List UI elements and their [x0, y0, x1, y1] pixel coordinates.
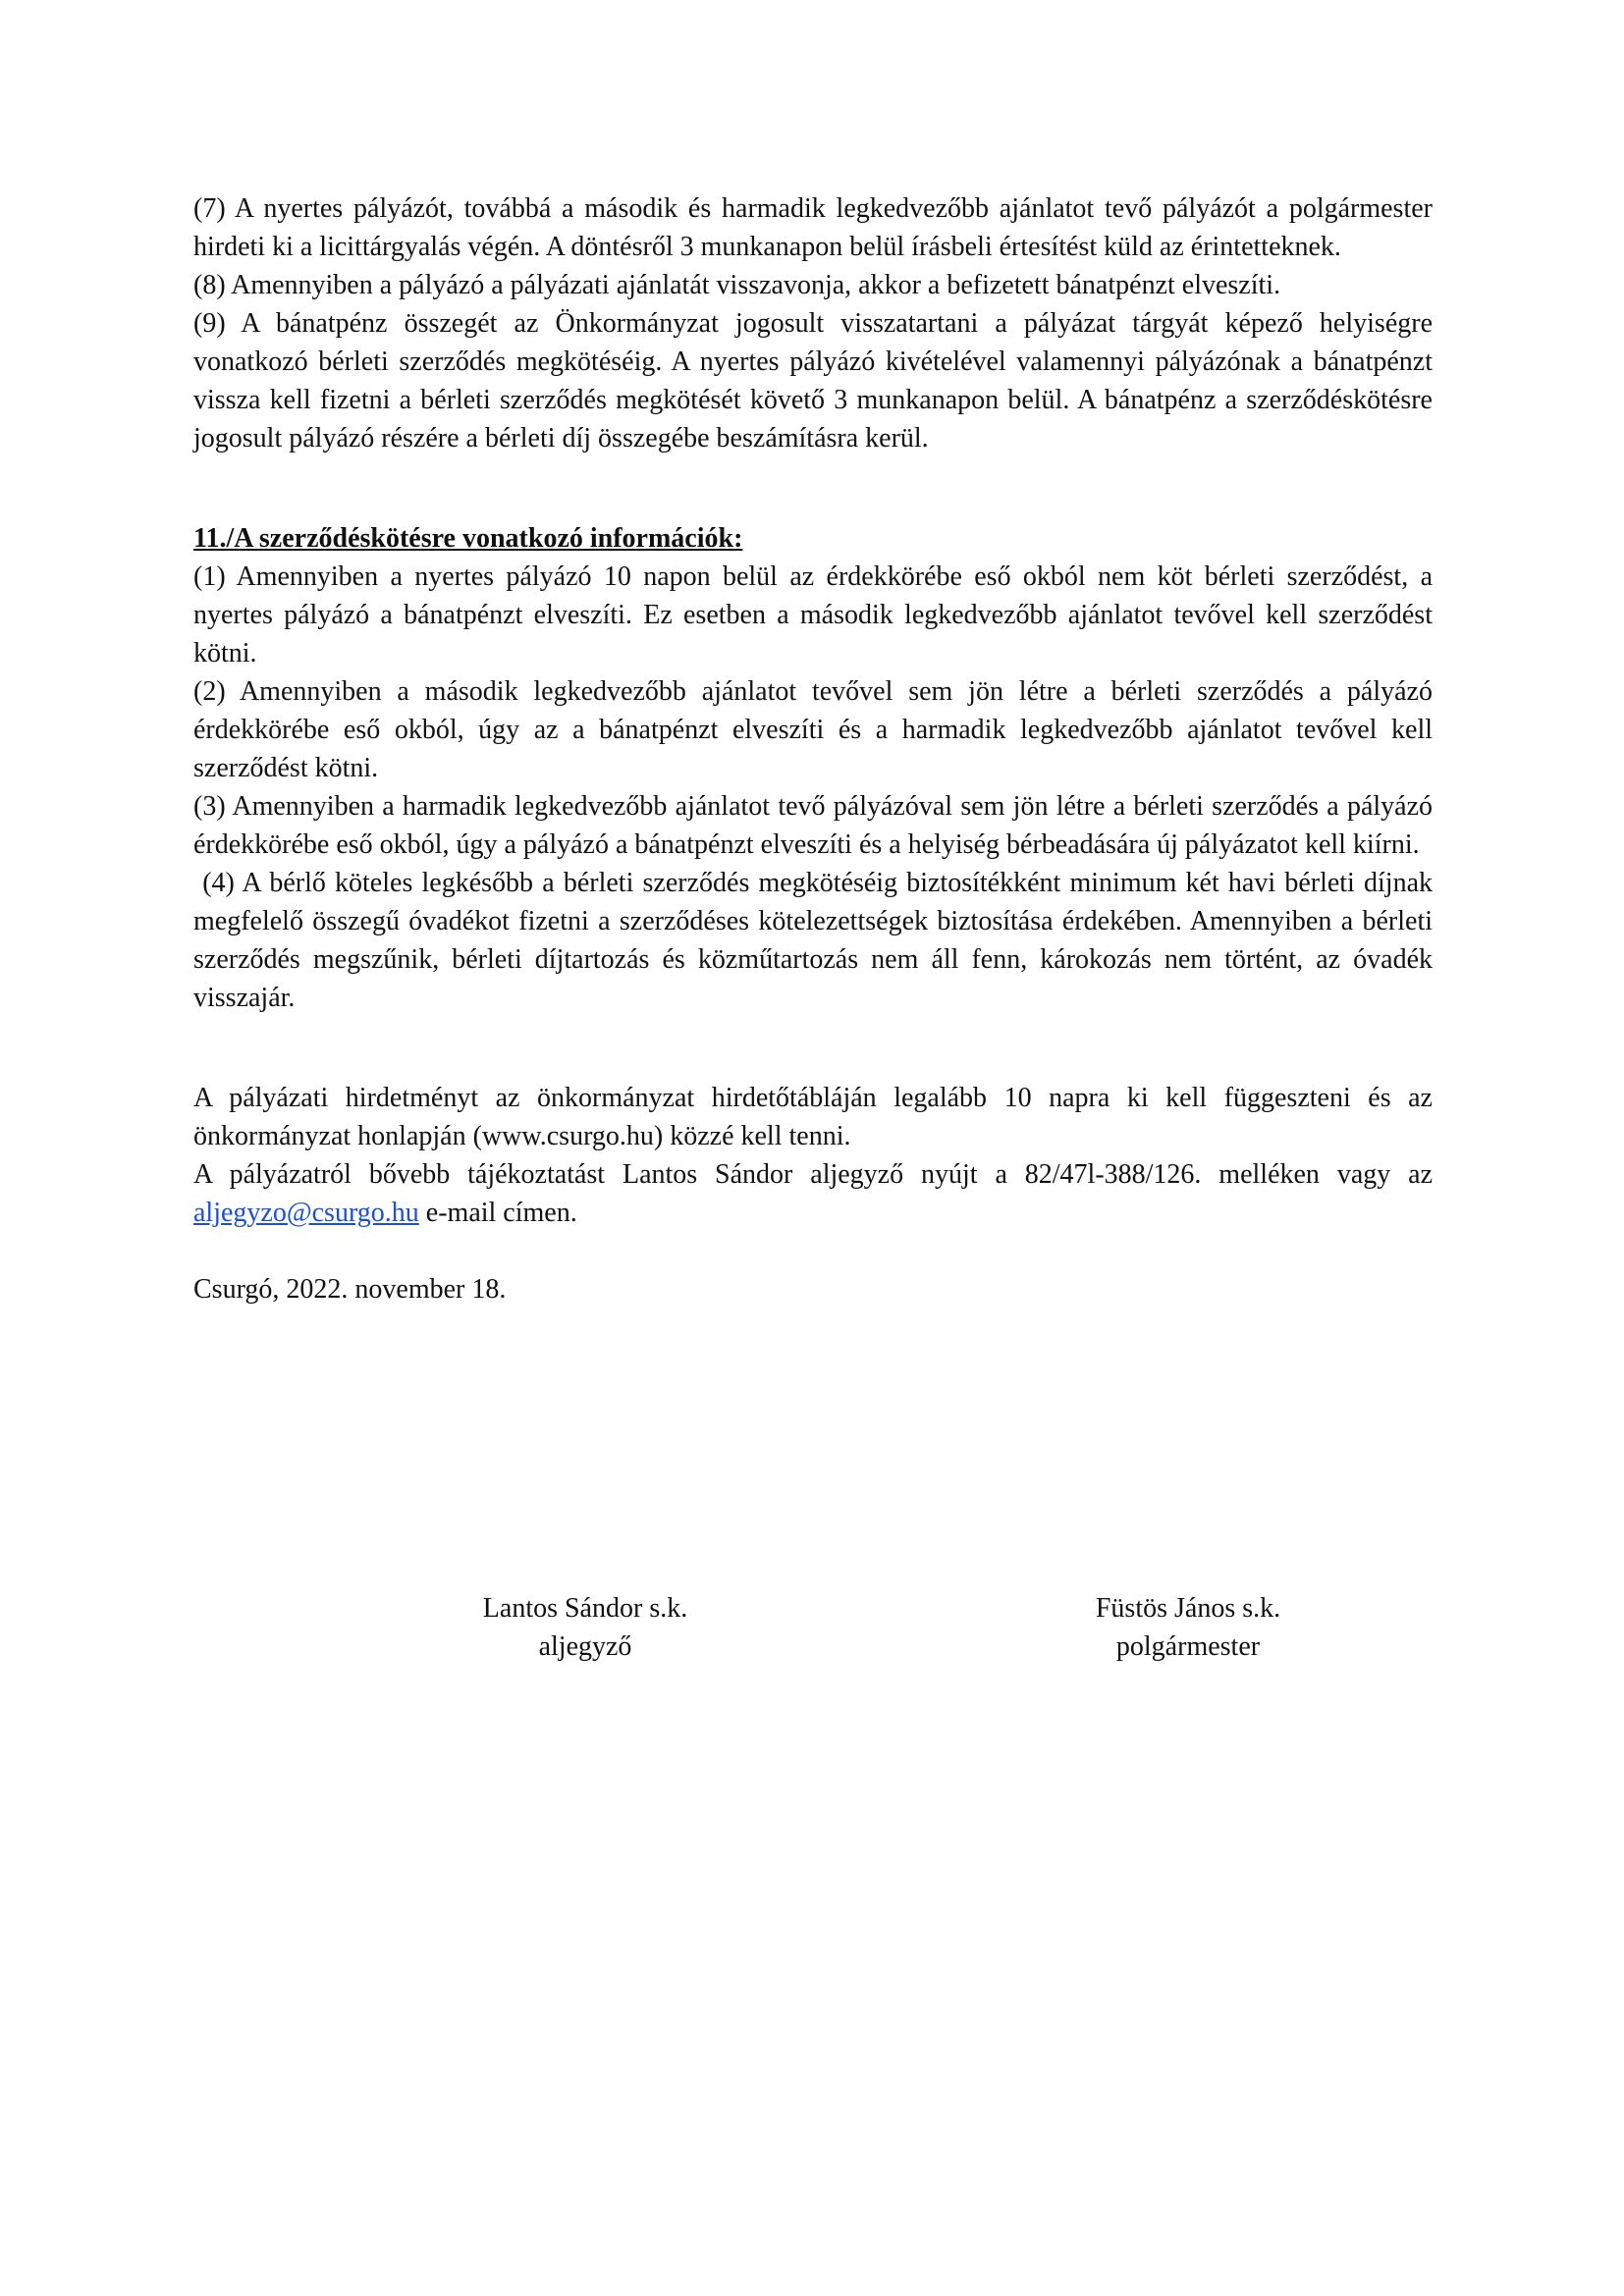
section-11-paragraph-3: (3) Amennyiben a harmadik legkedvezőbb ajánlatot tevő pályázóval sem jön létre a bérleti szerződés a pályázó érdekkörébe eső okból, úgy a pályázó a bánatpénzt elveszíti és a helyiség bérbeadására új pályázatot kell kiírni.	[193, 791, 1433, 860]
contact-tail: e-mail címen.	[418, 1198, 577, 1228]
contact-paragraph	[193, 1155, 1433, 1232]
announcement-spacer	[193, 1017, 1433, 1079]
section-11-paragraph-1: (1) Amennyiben a nyertes pályázó 10 napon belül az érdekkörébe eső okból nem köt bérleti szerződést, a nyertes pályázó a bánatpénzt elveszíti. Ez esetben a második legkedvezőbb ajánlatot tevővel kell szerződést kötni.	[193, 561, 1433, 668]
date-spacer	[193, 1232, 1433, 1270]
paragraph-7: (7) A nyertes pályázót, továbbá a második és harmadik legkedvezőbb ajánlatot tevő pályázót a polgármester hirdeti ki a licittárgyalás végén. A döntésről 3 munkanapon belül írásbeli értesítést küld az érintetteknek.	[193, 193, 1433, 262]
announcement-paragraph: A pályázati hirdetményt az önkormányzat hirdetőtábláján legalább 10 napra ki kell függeszteni és az önkormányzat honlapján (www.csurgo.hu) közzé kell tenni.	[193, 1083, 1433, 1151]
date-line: Csurgó, 2022. november 18.	[193, 1274, 507, 1305]
signature-right	[992, 1589, 1384, 1666]
paragraph-9: (9) A bánatpénz összegét az Önkormányzat jogosult visszatartani a pályázat tárgyát képező helyiségre vonatkozó bérleti szerződés megkötéséig. A nyertes pályázó kivételével valamennyi pályázónak a bánatpénzt vissza kell fizetni a bérleti szerződés megkötését követő 3 munkanapon belül. A bánatpénz a szerződéskötésre jogosult pályázó részére a bérleti díj összegébe beszámításra kerül.	[193, 308, 1433, 454]
section-11-paragraph-4: (4) A bérlő köteles legkésőbb a bérleti szerződés megkötéséig biztosítékként minimum két havi bérleti díjnak megfelelő összegű óvadékot fizetni a szerződéses kötelezettségek biztosítása érdekében. Amennyiben a bérleti szerződés megszűnik, bérleti díjtartozás és közműtartozás nem áll fenn, károkozás nem történt, az óvadék visszajár.	[193, 868, 1440, 1013]
signature-title: aljegyző	[538, 1631, 632, 1662]
signature-name: Lantos Sándor s.k.	[482, 1593, 688, 1624]
signature-block	[0, 1589, 1624, 1678]
signature-title: polgármester	[1115, 1631, 1261, 1662]
document-body	[193, 189, 1440, 1308]
section-11-heading: 11./A szerződéskötésre vonatkozó információk:	[193, 523, 743, 554]
section-spacer	[193, 457, 1433, 519]
contact-text: A pályázatról bővebb tájékoztatást Lantos Sándor aljegyző nyújt a 82/47l-388/126. melléken vagy az	[193, 1159, 1433, 1190]
paragraph-8: (8) Amennyiben a pályázó a pályázati ajánlatát visszavonja, akkor a befizetett bánatpénzt elveszíti.	[193, 270, 1281, 300]
email-link[interactable]: aljegyzo@csurgo.hu	[193, 1198, 419, 1228]
signature-name: Füstös János s.k.	[1095, 1593, 1281, 1624]
signature-left	[389, 1589, 782, 1666]
section-11-paragraph-2: (2) Amennyiben a második legkedvezőbb ajánlatot tevővel sem jön létre a bérleti szerződés a pályázó érdekkörébe eső okból, úgy az a bánatpénzt elveszíti és a harmadik legkedvezőbb ajánlatot tevővel kell szerződést kötni.	[193, 676, 1433, 783]
